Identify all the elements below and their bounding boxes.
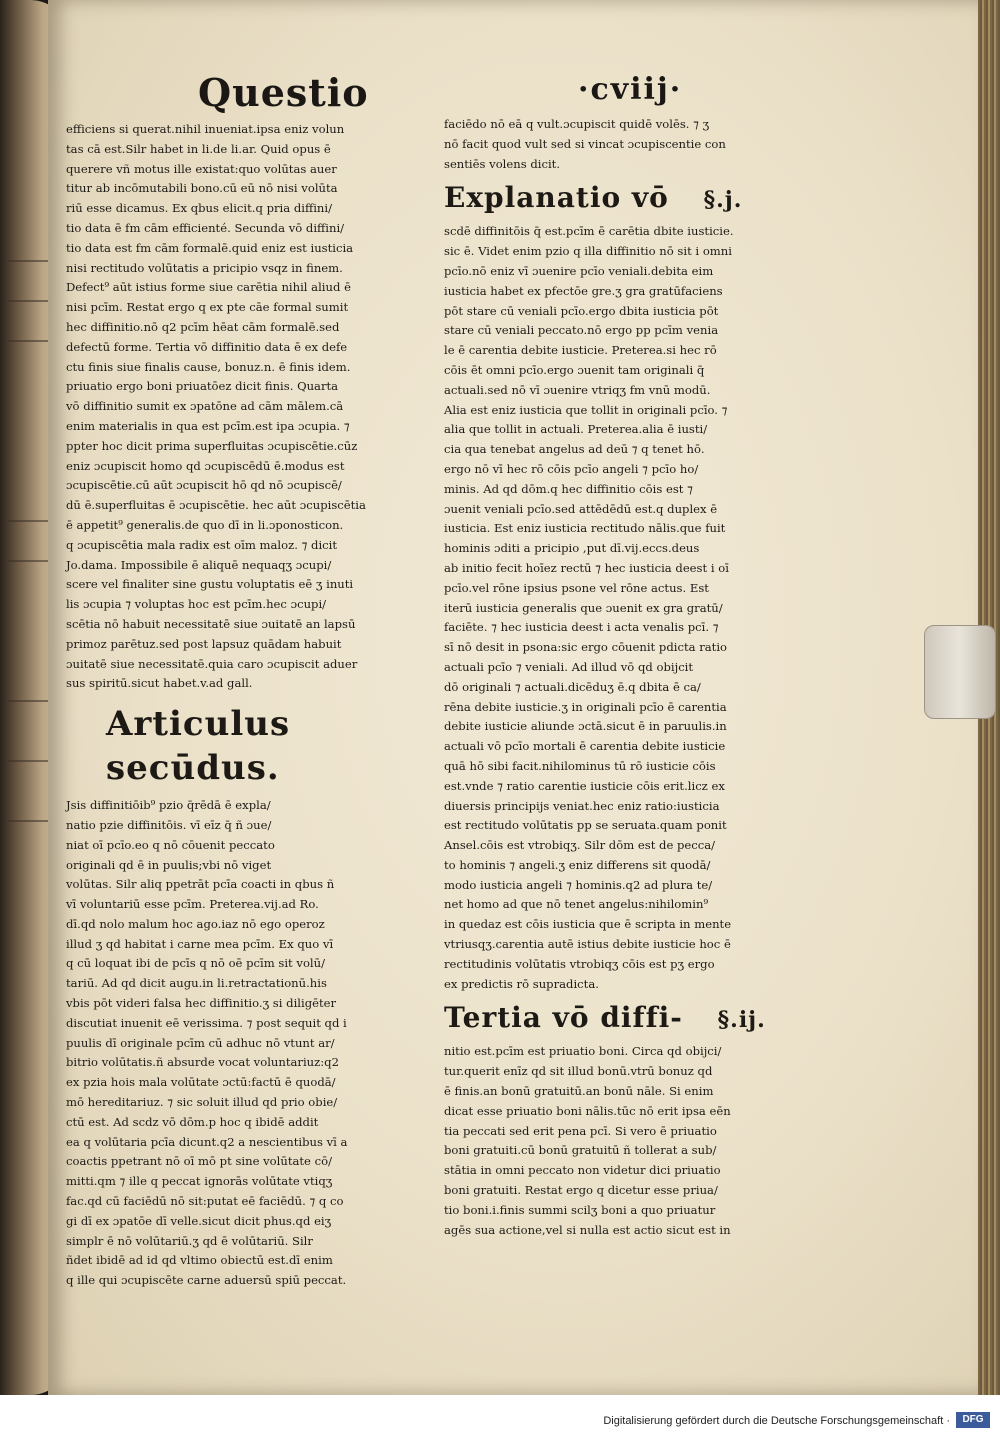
text-line: Jsis diffinitiōib⁹ pzio q̄rēdā ē expla/ xyxy=(66,798,271,813)
text-line: dicat esse priuatio boni nālis.tūc nō erit ipsa eēn xyxy=(444,1103,731,1118)
text-line: priuatio ergo boni priuatōez dicit finis. Quarta xyxy=(66,379,339,394)
section-mark-2: §.ij. xyxy=(717,1007,766,1034)
text-line: ē finis.an bonū gratuitū.an bonū nāle. Si enim xyxy=(444,1084,714,1099)
binding-clip xyxy=(924,625,996,719)
text-line: agēs sua actione,vel si nulla est actio sicut est in xyxy=(444,1222,731,1237)
text-line: scētia nō habuit necessitatē siue ɔuitatē an lapsū xyxy=(66,616,356,631)
text-line: ppter hoc dicit prima superfluitas ɔcupiscētie.cūz xyxy=(66,438,358,453)
text-line: q ɔcupiscētia mala radix est oīm maloz. ⁊ dicit xyxy=(66,537,338,552)
text-line: q ille qui ɔcupiscēte carne aduersū spiū peccat. xyxy=(66,1273,347,1288)
text-line: tio boni.i.finis summi scilʒ boni a quo priuatur xyxy=(444,1202,716,1217)
text-line: vbis pōt videri falsa hec diffinitio.ʒ si diligēter xyxy=(66,996,337,1011)
text-line: est rectitudo volūtatis pp se seruata.quam ponit xyxy=(444,818,727,833)
text-line: actuali vō pcīo mortali ē carentia debite iusticie xyxy=(444,739,726,754)
section-mark-1: §.j. xyxy=(703,187,743,214)
text-line: iusticia. Est eniz iusticia rectitudo nālis.que fuit xyxy=(444,521,726,536)
digitization-credit: Digitalisierung gefördert durch die Deutsche Forschungsgemeinschaft · xyxy=(603,1415,950,1427)
text-line: lis ɔcupia ⁊ voluptas hoc est pcīm.hec ɔcupi/ xyxy=(66,597,327,612)
left-text-column xyxy=(66,120,444,1291)
text-line: puulis dī originale pcīm cū adhuc nō vtunt ar/ xyxy=(66,1035,335,1050)
right-column-middle-text xyxy=(444,222,824,994)
text-line: in quedaz est cōis iusticia que ē scripta in mente xyxy=(444,917,732,932)
right-column-bottom-text xyxy=(444,1042,824,1240)
text-line: sentiēs volens dicit. xyxy=(444,156,561,171)
text-line: iusticia habet ex pfectōe gre.ʒ gra gratūfaciens xyxy=(444,283,723,298)
text-line: est.vnde ⁊ ratio carentie iusticie cōis erit.licz ex xyxy=(444,778,725,793)
explanatio-heading: Explanatio vō xyxy=(444,181,669,215)
tertia-heading: Tertia vō diffi- xyxy=(444,1001,683,1035)
text-line: sus spiritū.sicut habet.v.ad gall. xyxy=(66,676,253,691)
right-column-top-text xyxy=(444,115,824,174)
text-line: natio pzie diffinitōis. vī eīz q̄ ñ ɔue/ xyxy=(66,817,272,832)
folio-number: ·cviij· xyxy=(578,72,683,107)
text-line: eniz ɔcupiscit homo qd ɔcupiscēdū ē.modus est xyxy=(66,458,345,473)
text-line: ex predictis rō supradicta. xyxy=(444,976,599,991)
text-line: nitio est.pcīm est priuatio boni. Circa qd obijci/ xyxy=(444,1044,722,1059)
text-line: minis. Ad qd dōm.q hec diffinitio cōis est ⁊ xyxy=(444,481,693,496)
left-column-bottom-text xyxy=(66,796,444,1291)
footer-bar xyxy=(0,1395,1000,1437)
text-line: primoz parētuz.sed post lapsuz quādam habuit xyxy=(66,636,342,651)
tertia-heading-row xyxy=(444,1000,824,1038)
text-line: actuali.sed nō vī ɔuenire vtriqʒ fm vnū modū. xyxy=(444,382,711,397)
dfg-logo: DFG xyxy=(956,1412,990,1428)
text-line: efficiens si querat.nihil inueniat.ipsa eniz volun xyxy=(66,122,345,136)
text-line: net homo ad que nō tenet angelus:nihilomin⁹ xyxy=(444,897,709,912)
text-line: vī voluntariū esse pcīm. Preterea.vij.ad Ro. xyxy=(66,897,319,912)
text-line: tia peccati sed erit pena pcī. Si vero ē priuatio xyxy=(444,1123,717,1138)
text-line: rectitudinis volūtatis vtrobiqʒ cōis est pʒ ergo xyxy=(444,956,715,971)
text-line: ɔuenit veniali pcīo.sed attēdēdū est.q duplex ē xyxy=(444,501,718,516)
text-line: tur.querit enīz qd sit illud bonū.vtrū bonuz qd xyxy=(444,1064,713,1079)
text-line: enim materialis in qua est pcīm.est ipa ɔcupia. ⁊ xyxy=(66,418,350,433)
text-line: hominis ɔditi a pricipio ,put dī.vij.eccs.deus xyxy=(444,541,700,556)
text-line: q cū loquat ibi de pcīs q nō oē pcīm sit volū/ xyxy=(66,956,326,971)
text-line: Alia est eniz iusticia que tollit in originali pcīo. ⁊ xyxy=(444,402,728,417)
text-line: ab initio fecit hoīez rectū ⁊ hec iusticia deest i oī xyxy=(444,560,729,575)
text-line: dū ē.superfluitas ē ɔcupiscētie. hec aūt ɔcupiscētia xyxy=(66,498,366,513)
text-line: nisi pcīm. Restat ergo q ex pte cāe formal sumit xyxy=(66,300,349,315)
text-line: ea q volūtaria pcīa dicunt.q2 a nescientibus vī a xyxy=(66,1134,348,1149)
text-line: hec diffinitio.nō q2 pcīm hēat cām formalē.sed xyxy=(66,319,340,334)
text-line: vtriusqʒ.carentia autē istius debite iusticie hoc ē xyxy=(444,937,731,952)
text-line: vō diffinitio sumit ex ɔpatōne ad cām mālem.cā xyxy=(66,399,344,414)
text-line: titur ab incōmutabili bono.cū eū nō nisi volūta xyxy=(66,181,338,196)
text-line: actuali pcīo ⁊ veniali. Ad illud vō qd obijcit xyxy=(444,659,694,674)
running-title: Questio xyxy=(198,70,369,115)
text-line: ñdet ibidē ad id qd vltimo obiectū est.dī enim xyxy=(66,1253,333,1268)
text-line: ctū est. Ad scdz vō dōm.p hoc q ibidē addit xyxy=(66,1114,319,1129)
text-line: ergo nō vī hec rō cōis pcīo angeli ⁊ pcīo ho/ xyxy=(444,461,699,476)
text-line: niat oī pcīo.eo q nō cōuenit peccato xyxy=(66,837,275,852)
text-line: mō hereditariuz. ⁊ sic soluit illud qd prio obie/ xyxy=(66,1095,338,1110)
text-line: pōt stare cū veniali pcīo.ergo dbita iusticia pōt xyxy=(444,303,719,318)
text-line: to hominis ⁊ angeli.ʒ eniz differens sit quodā/ xyxy=(444,857,711,872)
text-line: diuersis principijs veniat.hec eniz ratio:iusticia xyxy=(444,798,720,813)
text-line: illud ʒ qd habitat i carne mea pcīm. Ex quo vī xyxy=(66,936,334,951)
text-line: pcīo.nō eniz vī ɔuenire pcīo veniali.debita eim xyxy=(444,263,714,278)
article-heading: Articulus secūdus. xyxy=(106,704,291,789)
text-line: tio data est fm cām formalē.quid eniz est iusticia xyxy=(66,240,354,255)
text-line: dō originali ⁊ actuali.dicēduʒ ē.q dbita ē ca/ xyxy=(444,679,701,694)
text-line: riū esse dicamus. Ex qbus elicit.q pria diffini/ xyxy=(66,201,333,216)
text-line: bitrio volūtatis.ñ absurde vocat voluntariuz:q2 xyxy=(66,1055,339,1070)
text-line: Jo.dama. Impossibile ē aliquē nequaqʒ ɔcupi/ xyxy=(66,557,332,572)
text-line: pcīo.vel rōne ipsius psone vel rōne actus. Est xyxy=(444,580,709,595)
page-header xyxy=(48,70,978,120)
text-line: mitti.qm ⁊ ille q peccat ignorās volūtate vtiqʒ xyxy=(66,1174,333,1189)
text-line: Defect⁹ aūt istius forme siue carētia nihil aliud ē xyxy=(66,280,351,295)
text-line: scere vel finaliter sine gustu voluptatis eē ʒ inuti xyxy=(66,577,354,592)
text-line: iterū iusticia generalis que ɔuenit ex gra gratū/ xyxy=(444,600,723,615)
text-line: sī nō desit in psona:sic ergo cōuenit pdicta ratio xyxy=(444,640,728,655)
text-line: fac.qd cū faciēdū nō sit:putat eē faciēdū. ⁊ q co xyxy=(66,1194,344,1209)
text-line: rēna debite iusticie.ʒ in originali pcīo ē carentia xyxy=(444,699,727,714)
text-line: sic ē. Videt enim pzio q illa diffinitio nō sit i omni xyxy=(444,244,732,259)
left-column-top-text xyxy=(66,120,444,694)
text-line: defectū forme. Tertia vō diffinitio data ē ex defe xyxy=(66,339,348,354)
text-line: debite iusticie aliunde ɔctā.sicut ē in paruulis.in xyxy=(444,719,727,734)
text-line: cia qua tenebat angelus ad deū ⁊ q tenet hō. xyxy=(444,442,705,457)
explanatio-heading-row xyxy=(444,180,824,218)
text-line: dī.qd nolo malum hoc ago.iaz nō ego operoz xyxy=(66,916,325,931)
text-line: coactis ppetrant nō oī mō pt sine volūtate cō/ xyxy=(66,1154,332,1169)
book-page xyxy=(48,0,978,1395)
text-line: ē appetit⁹ generalis.de quo dī in li.ɔponosticon. xyxy=(66,517,344,532)
text-line: faciēdo nō eā q vult.ɔcupiscit quidē volēs. ⁊ ʒ xyxy=(444,117,710,131)
text-line: tio data ē fm cām efficienté. Secunda vō diffini/ xyxy=(66,220,345,235)
text-line: nō facit quod vult sed si vincat ɔcupiscentie con xyxy=(444,136,726,151)
text-line: volūtas. Silr aliq ppetrāt pcīa coacti in qbus ñ xyxy=(66,877,335,892)
text-line: ɔuitatē siue necessitatē.quia caro ɔcupiscit aduer xyxy=(66,656,358,671)
text-line: scdē diffinitōis q̄ est.pcīm ē carētia dbite iusticie. xyxy=(444,224,734,239)
text-line: originali qd ē in puulis;vbi nō viget xyxy=(66,857,272,872)
text-line: quā hō sibi facit.nihilominus tū rō iusticie cōis xyxy=(444,758,716,773)
text-line: tariū. Ad qd dicit augu.in li.retractationū.his xyxy=(66,976,327,991)
text-line: stare cū veniali peccato.nō ergo pp pcīm venia xyxy=(444,323,719,338)
text-line: ctu finis siue finalis cause, bonuz.n. ē finis idem. xyxy=(66,359,351,374)
text-line: gi dī ex ɔpatōe dī velle.sicut dicit phus.qd eiʒ xyxy=(66,1213,332,1228)
text-line: modo iusticia angeli ⁊ hominis.q2 ad plura te/ xyxy=(444,877,713,892)
text-line: ex pzia hois mala volūtate ɔctū:factū ē quodā/ xyxy=(66,1075,336,1090)
text-line: ɔcupiscētie.cū aūt ɔcupiscit hō qd nō ɔcupiscē/ xyxy=(66,478,342,493)
right-text-column xyxy=(444,115,824,1240)
text-line: boni gratuiti.cū bonū gratuitū ñ tollerat a sub/ xyxy=(444,1143,717,1158)
text-line: boni gratuiti. Restat ergo q dicetur esse priua/ xyxy=(444,1183,718,1198)
text-line: nisi rectitudo volūtatis a pricipio vsqz in finem. xyxy=(66,260,343,275)
text-line: cōis ēt omni pcīo.ergo ɔuenit tam originali q̄ xyxy=(444,362,705,377)
text-line: stātia in omni peccato non videtur dici priuatio xyxy=(444,1163,721,1178)
text-line: simplr ē nō volūtariū.ʒ qd ē volūtariū. Silr xyxy=(66,1233,313,1248)
text-line: faciēte. ⁊ hec iusticia deest i acta venalis pcī. ⁊ xyxy=(444,620,719,635)
text-line: tas cā est.Silr habet in li.de li.ar. Quid opus ē xyxy=(66,141,331,156)
text-line: querere vñ motus ille existat:quo volūtas auer xyxy=(66,161,337,176)
text-line: alia que tollit in actuali. Preterea.alia ē iusti/ xyxy=(444,422,708,437)
text-line: Ansel.cōis est vtrobiqʒ. Silr dōm est de pecca/ xyxy=(444,838,716,853)
text-line: le ē carentia debite iusticie. Preterea.si hec rō xyxy=(444,343,717,358)
text-line: discutiat inuenit eē verissima. ⁊ post sequit qd i xyxy=(66,1015,347,1030)
